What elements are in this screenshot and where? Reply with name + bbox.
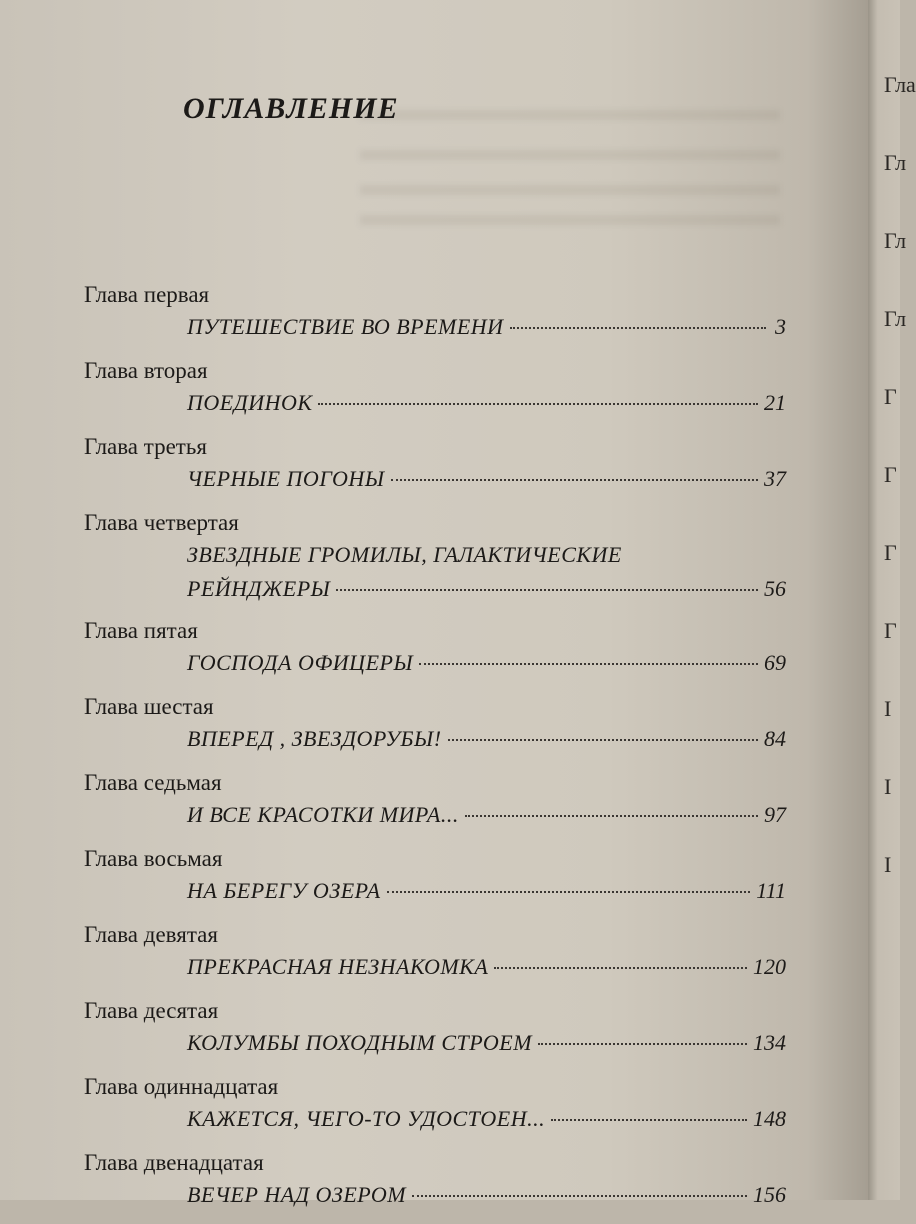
toc-entry <box>84 1072 786 1148</box>
chapter-label: Глава пятая <box>84 618 198 643</box>
dot-leader <box>510 327 766 329</box>
chapter-label: Глава первая <box>84 282 210 307</box>
chapter-title-line <box>187 722 786 756</box>
toc-entry <box>84 356 786 432</box>
chapter-title-line <box>187 950 786 984</box>
toc-entry <box>84 508 786 616</box>
next-page-text-fragment: Г <box>884 384 897 409</box>
toc-entry <box>84 280 786 356</box>
chapter-label: Глава шестая <box>84 694 214 719</box>
chapter-label: Глава одиннадцатая <box>84 1074 279 1099</box>
toc-entry <box>84 616 786 692</box>
show-through-print <box>360 185 780 195</box>
chapter-label: Глава третья <box>84 434 207 459</box>
next-page-text-fragment: I <box>884 852 892 877</box>
chapter-title: РЕЙНДЖЕРЫ <box>187 576 331 601</box>
chapter-title: ПУТЕШЕСТВИЕ ВО ВРЕМЕНИ <box>187 314 504 339</box>
chapter-title: КАЖЕТСЯ, ЧЕГО-ТО УДОСТОЕН... <box>187 1106 546 1131</box>
chapter-title: ЗВЕЗДНЫЕ ГРОМИЛЫ, ГАЛАКТИЧЕСКИЕ <box>187 542 622 567</box>
chapter-title: ЧЕРНЫЕ ПОГОНЫ <box>187 466 385 491</box>
chapter-title-line <box>187 310 786 344</box>
chapter-title-line <box>187 462 786 496</box>
dot-leader <box>419 663 758 665</box>
dot-leader <box>318 403 758 405</box>
dot-leader <box>551 1119 747 1121</box>
chapter-label: Глава седьмая <box>84 770 222 795</box>
next-page-edge <box>868 0 916 1200</box>
dot-leader <box>465 815 758 817</box>
chapter-label: Глава девятая <box>84 922 218 947</box>
page-number: 56 <box>764 576 786 601</box>
chapter-title-line <box>187 1178 786 1212</box>
page-number: 3 <box>775 314 786 339</box>
page-number: 111 <box>756 878 786 903</box>
chapter-title-line <box>187 646 786 680</box>
page-number: 120 <box>753 954 786 979</box>
chapter-title: ГОСПОДА ОФИЦЕРЫ <box>187 650 414 675</box>
page-number: 84 <box>764 726 786 751</box>
page-number: 21 <box>764 390 786 415</box>
toc-entry <box>84 768 786 844</box>
toc-heading: ОГЛАВЛЕНИЕ <box>183 92 399 125</box>
next-page-text-fragment: Гла <box>884 72 916 97</box>
table-of-contents <box>84 280 786 1224</box>
chapter-label: Глава восьмая <box>84 846 223 871</box>
dot-leader <box>336 589 758 591</box>
dot-leader <box>448 739 758 741</box>
page-number: 97 <box>764 802 786 827</box>
chapter-title-line <box>187 874 786 908</box>
show-through-print <box>360 150 780 160</box>
toc-entry <box>84 432 786 508</box>
chapter-title: КОЛУМБЫ ПОХОДНЫМ СТРОЕМ <box>187 1030 533 1055</box>
show-through-print <box>360 110 780 120</box>
toc-entry <box>84 920 786 996</box>
chapter-title-line <box>187 572 786 606</box>
page-number: 134 <box>753 1030 786 1055</box>
page-number: 148 <box>753 1106 786 1131</box>
dot-leader <box>538 1043 747 1045</box>
next-page-text-fragment: Г <box>884 540 897 565</box>
page-number: 69 <box>764 650 786 675</box>
toc-entry <box>84 1148 786 1224</box>
toc-entry <box>84 996 786 1072</box>
chapter-label: Глава двенадцатая <box>84 1150 264 1175</box>
chapter-title-line <box>187 798 786 832</box>
dot-leader <box>494 967 747 969</box>
chapter-title-line <box>187 1026 786 1060</box>
next-page-text-fragment: I <box>884 696 892 721</box>
toc-entry <box>84 692 786 768</box>
chapter-label: Глава четвертая <box>84 510 239 535</box>
chapter-title: ВЕЧЕР НАД ОЗЕРОМ <box>187 1182 407 1207</box>
page-number: 156 <box>753 1182 786 1207</box>
chapter-title: ПРЕКРАСНАЯ НЕЗНАКОМКА <box>187 954 489 979</box>
next-page-text-fragment: I <box>884 774 892 799</box>
toc-entry <box>84 844 786 920</box>
page-number: 37 <box>764 466 786 491</box>
next-page-text-fragment: Г <box>884 618 897 643</box>
chapter-title: И ВСЕ КРАСОТКИ МИРА... <box>187 802 459 827</box>
chapter-title-line <box>187 538 786 572</box>
next-page-text-fragment: Гл <box>884 150 907 175</box>
chapter-title: НА БЕРЕГУ ОЗЕРА <box>187 878 381 903</box>
chapter-title: ВПЕРЕД , ЗВЕЗДОРУБЫ! <box>187 726 442 751</box>
show-through-print <box>360 215 780 225</box>
chapter-title: ПОЕДИНОК <box>187 390 313 415</box>
chapter-title-line <box>187 1102 786 1136</box>
next-page-text-fragment: Г <box>884 462 897 487</box>
chapter-label: Глава десятая <box>84 998 219 1023</box>
dot-leader <box>391 479 758 481</box>
chapter-label: Глава вторая <box>84 358 208 383</box>
next-page-text-fragment: Гл <box>884 228 907 253</box>
dot-leader <box>412 1195 747 1197</box>
chapter-title-line <box>187 386 786 420</box>
next-page-text-fragment: Гл <box>884 306 907 331</box>
dot-leader <box>387 891 751 893</box>
